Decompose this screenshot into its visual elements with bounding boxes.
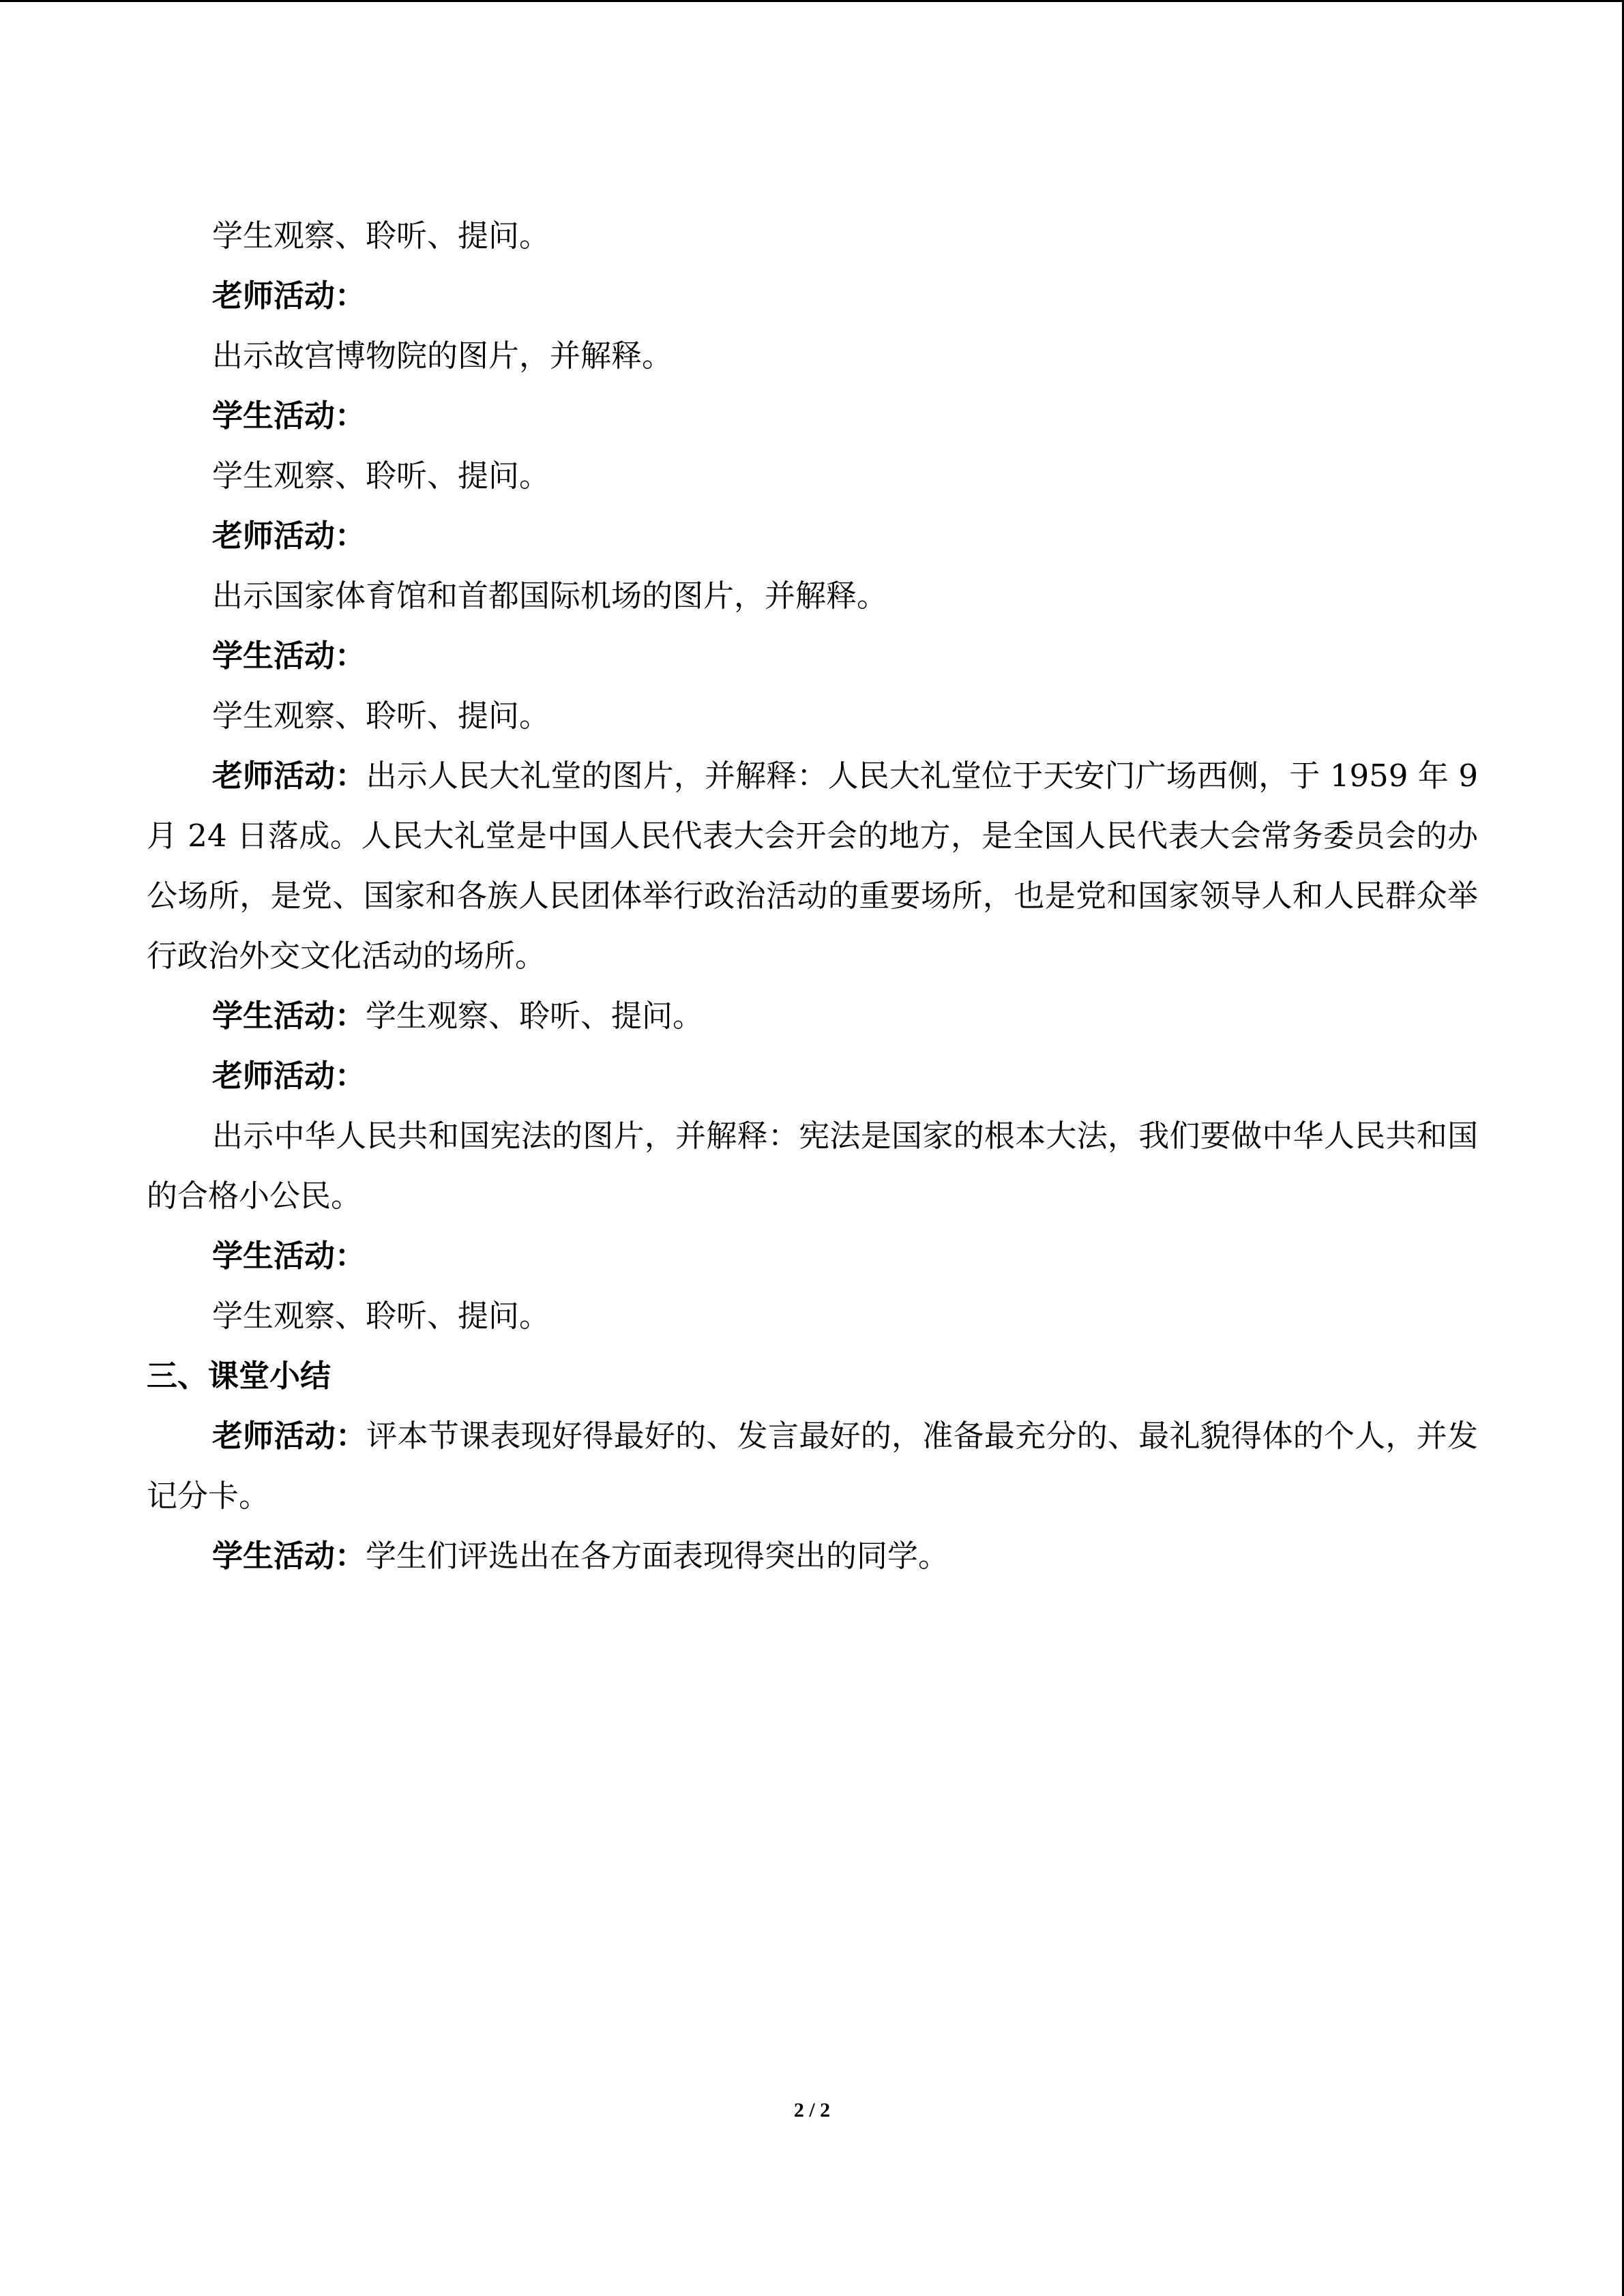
- body-line: 出示故宫博物院的图片，并解释。: [212, 338, 673, 374]
- teacher-activity-label: 老师活动：: [212, 278, 366, 314]
- paragraph-text: 学生观察、聆听、提问。: [366, 998, 704, 1034]
- paragraph-text: 评本节课表现好得最好的、发言最好的，准备最充分的、最礼貌得体的个人，并发记分卡。: [147, 1418, 1478, 1514]
- body-line: 学生观察、聆听、提问。: [212, 218, 550, 254]
- teacher-activity-label: 老师活动：: [212, 758, 366, 794]
- student-activity-label: 学生活动：: [212, 638, 366, 674]
- page-number: 2 / 2: [793, 2099, 831, 2121]
- paragraph-summary-student: [147, 1526, 1478, 1586]
- paragraph-constitution: [147, 1106, 1478, 1226]
- body-line: 出示国家体育馆和首都国际机场的图片，并解释。: [212, 578, 888, 614]
- teacher-activity-label: 老师活动：: [212, 1058, 366, 1094]
- body-line: 学生观察、聆听、提问。: [212, 698, 550, 734]
- body-line: 学生观察、聆听、提问。: [212, 458, 550, 494]
- paragraph-text: 出示中华人民共和国宪法的图片，并解释：宪法是国家的根本大法，我们要做中华人民共和国的合格小公民。: [147, 1118, 1478, 1214]
- teacher-activity-label: 老师活动：: [212, 518, 366, 554]
- section-heading: 三、课堂小结: [147, 1358, 331, 1394]
- paragraph-student-activity: [147, 986, 1478, 1046]
- paragraph-summary-teacher: [147, 1406, 1478, 1526]
- document-body: [147, 206, 1478, 1586]
- student-activity-label: 学生活动：: [212, 1538, 366, 1574]
- student-activity-label: 学生活动：: [212, 998, 366, 1034]
- student-activity-label: 学生活动：: [212, 398, 366, 434]
- student-activity-label: 学生活动：: [212, 1238, 366, 1274]
- body-line: 学生观察、聆听、提问。: [212, 1298, 550, 1334]
- teacher-activity-label: 老师活动：: [212, 1418, 367, 1454]
- paragraph-text: 出示人民大礼堂的图片，并解释：人民大礼堂位于天安门广场西侧，于 1959 年 9 月 24 日落成。人民大礼堂是中国人民代表大会开会的地方，是全国人民代表大会常务委员会的办公场所，是党、国家和各族人民团体举行政治活动的重要场所，也是党和国家领导人和人民群众举行政治外交文化活动的场所。: [147, 758, 1478, 974]
- paragraph-great-hall: [147, 746, 1478, 986]
- paragraph-text: 学生们评选出在各方面表现得突出的同学。: [366, 1538, 949, 1574]
